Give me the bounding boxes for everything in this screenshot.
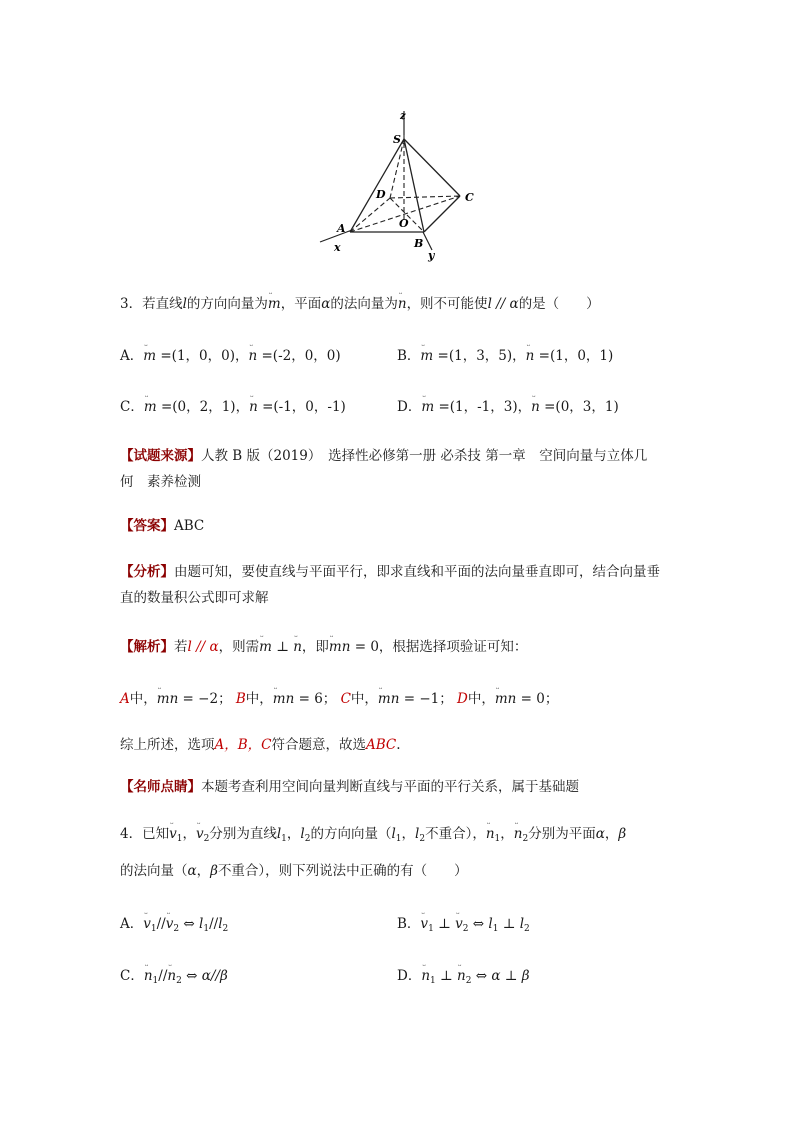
q3-analysis-cont: 直的数量积公式即可求解 [120, 590, 269, 606]
q3-option-d: D．ᵕ m =(1，-1，3)，ᵕ n =(0，3，1) [397, 398, 619, 416]
label-B: B [414, 237, 424, 250]
q4-stem: 4．已知ᵕ $v_1$，ᵕ $v_2$分别为直线$l_1$，$l_2$的方向向量（$l_1$，$l_2$不重合），ᵕ $n_1$，ᵕ $n_2$分别为平面α，β [120, 825, 626, 848]
pyramid-figure [310, 105, 485, 265]
y-axis [423, 232, 432, 250]
q4-option-c: C．ᵕ $n_1//ᵕ$ $n_2$ ⇔ α//β [120, 967, 228, 990]
q3-analysis: 【分析】由题可知，要使直线与平面平行，即求直线和平面的法向量垂直即可，结合向量垂 [120, 564, 660, 580]
label-O: O [399, 217, 409, 230]
q3-stem: 3．若直线l的方向向量为ᵕ m，平面α的法向量为ᵕ n，则不可能使l // α的是（ ） [120, 295, 600, 313]
q3-option-b: B．ᵕ m =(1，3，5)，ᵕ n =(1，0，1) [397, 347, 613, 365]
q3-option-c: C．ᵕ m =(0，2，1)，ᵕ n =(-1，0，-1) [120, 398, 346, 416]
label-D: D [376, 188, 386, 201]
q3-cases: A中，ᵕ mn = −2； B中，ᵕ mn = 6； C中，ᵕ mn = −1； D中，ᵕ mn = 0； [120, 690, 558, 708]
label-S: S [393, 133, 401, 146]
label-z: z [400, 111, 406, 122]
q3-answer: 【答案】ABC [120, 518, 205, 534]
label-C: C [465, 191, 474, 204]
q4-option-a: A．ᵕ $v_1//ᵕ$ $v_2$ ⇔ $l_1//l_2$ [120, 915, 228, 938]
q3-option-a: A．ᵕ m =(1，0，0)，ᵕ n =(-2，0，0) [120, 347, 341, 365]
q3-summary: 综上所述，选项A，B，C符合题意，故选ABC. [120, 737, 401, 753]
q4-stem-cont: 的法向量（α，β不重合），则下列说法中正确的有（ ） [120, 863, 468, 879]
q3-solution: 【解析】若l // α，则需ᵕ m ⊥ ᵕ n，即ᵕ mn = 0，根据选择项验证可知： [120, 638, 527, 656]
q4-option-b: B．ᵕ $v_1$ ⊥ ᵕ $v_2$ ⇔ $l_1$ ⊥ $l_2$ [397, 915, 530, 938]
q3-source: 【试题来源】人教 B 版（2019） 选择性必修第一册 必杀技 第一章 空间向量与立体几 [120, 448, 648, 464]
q4-option-d: D．ᵕ $n_1$ ⊥ ᵕ $n_2$ ⇔ α ⊥ β [397, 967, 530, 990]
label-x: x [334, 241, 341, 254]
label-A: A [337, 222, 346, 235]
q3-source-cont: 何 素养检测 [120, 474, 201, 490]
q3-comment: 【名师点睛】本题考查利用空间向量判断直线与平面的平行关系，属于基础题 [120, 779, 579, 795]
label-y: y [428, 249, 435, 262]
